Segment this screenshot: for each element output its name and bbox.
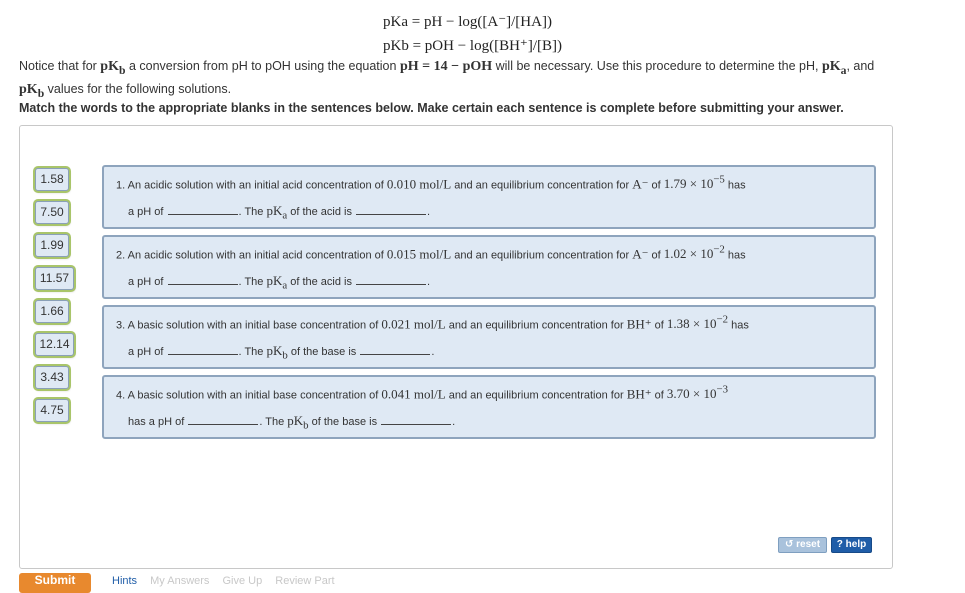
drag-drop-panel [19, 125, 893, 569]
answer-tile[interactable]: 1.66 [35, 300, 69, 323]
answer-blank[interactable] [188, 415, 258, 425]
sentence-box-4 [102, 375, 876, 439]
reset-button[interactable]: ↺ reset [778, 537, 827, 553]
sentence-box-1 [102, 165, 876, 229]
answer-tile[interactable]: 4.75 [35, 399, 69, 422]
answer-blank[interactable] [356, 205, 426, 215]
sentence-line: 3. A basic solution with an initial base concentration of 0.021 mol/L and an equilibrium concentration for BH⁺ of $1.38 \times 10^{-2}$ has [116, 314, 749, 332]
answer-blank[interactable] [356, 275, 426, 285]
instruction-text: Match the words to the appropriate blanks in the sentences below. Make certain each sentence is complete before submitting your answer. [19, 101, 844, 115]
answer-blank[interactable] [168, 345, 238, 355]
answer-blank[interactable] [381, 415, 451, 425]
sentence-line: 4. A basic solution with an initial base concentration of 0.041 mol/L and an equilibrium concentration for BH⁺ of $3.70 \times 10^{-3}$ [116, 384, 729, 402]
reset-icon: ↺ [784, 539, 794, 550]
pkb-equation: pKb = pOH − log([BH⁺]/[B]) [383, 38, 562, 54]
sentence-line: a pH of . The $pK_b$ of the base is . [128, 343, 435, 362]
sentence-line: 2. An acidic solution with an initial acid concentration of 0.015 mol/L and an equilibrium concentration for A⁻ of $1.02 \times 10^{-2}$ has [116, 244, 746, 262]
sentence-line: a pH of . The $pK_a$ of the acid is . [128, 273, 431, 292]
sentence-box-2 [102, 235, 876, 299]
answer-blank[interactable] [168, 205, 238, 215]
submit-button[interactable]: Submit [19, 573, 91, 593]
sentence-line: 1. An acidic solution with an initial acid concentration of 0.010 mol/L and an equilibrium concentration for A⁻ of $1.79 \times 10^{-5}$ has [116, 174, 746, 192]
hints-link[interactable]: Hints [112, 575, 138, 587]
review-part-link[interactable]: Review Part [275, 575, 335, 587]
bottom-links [112, 575, 345, 587]
give-up-link[interactable]: Give Up [222, 575, 263, 587]
pka-equation: pKa = pH − log([A⁻]/[HA]) [383, 14, 552, 30]
sentence-line: a pH of . The $pK_a$ of the acid is . [128, 203, 431, 222]
cut-off-top-text [0, 0, 965, 3]
notice-paragraph: Notice that for $pK_b$ a conversion from pH to pOH using the equation pH = 14 − pOH will be necessary. Use this procedure to determine the pH, $pK_a$, and $pK_b$ values for the following solutions. [19, 59, 875, 100]
sentence-line: has a pH of . The $pK_b$ of the base is . [128, 413, 456, 432]
sentence-box-3 [102, 305, 876, 369]
my-answers-link[interactable]: My Answers [150, 575, 210, 587]
answer-tile[interactable]: 1.58 [35, 168, 69, 191]
answer-tile[interactable]: 1.99 [35, 234, 69, 257]
help-button[interactable]: ? help [831, 537, 872, 553]
answer-tile[interactable]: 7.50 [35, 201, 69, 224]
answer-tile[interactable]: 3.43 [35, 366, 69, 389]
answer-tile[interactable]: 11.57 [35, 267, 74, 290]
answer-tile[interactable]: 12.14 [35, 333, 74, 356]
answer-blank[interactable] [360, 345, 430, 355]
answer-blank[interactable] [168, 275, 238, 285]
